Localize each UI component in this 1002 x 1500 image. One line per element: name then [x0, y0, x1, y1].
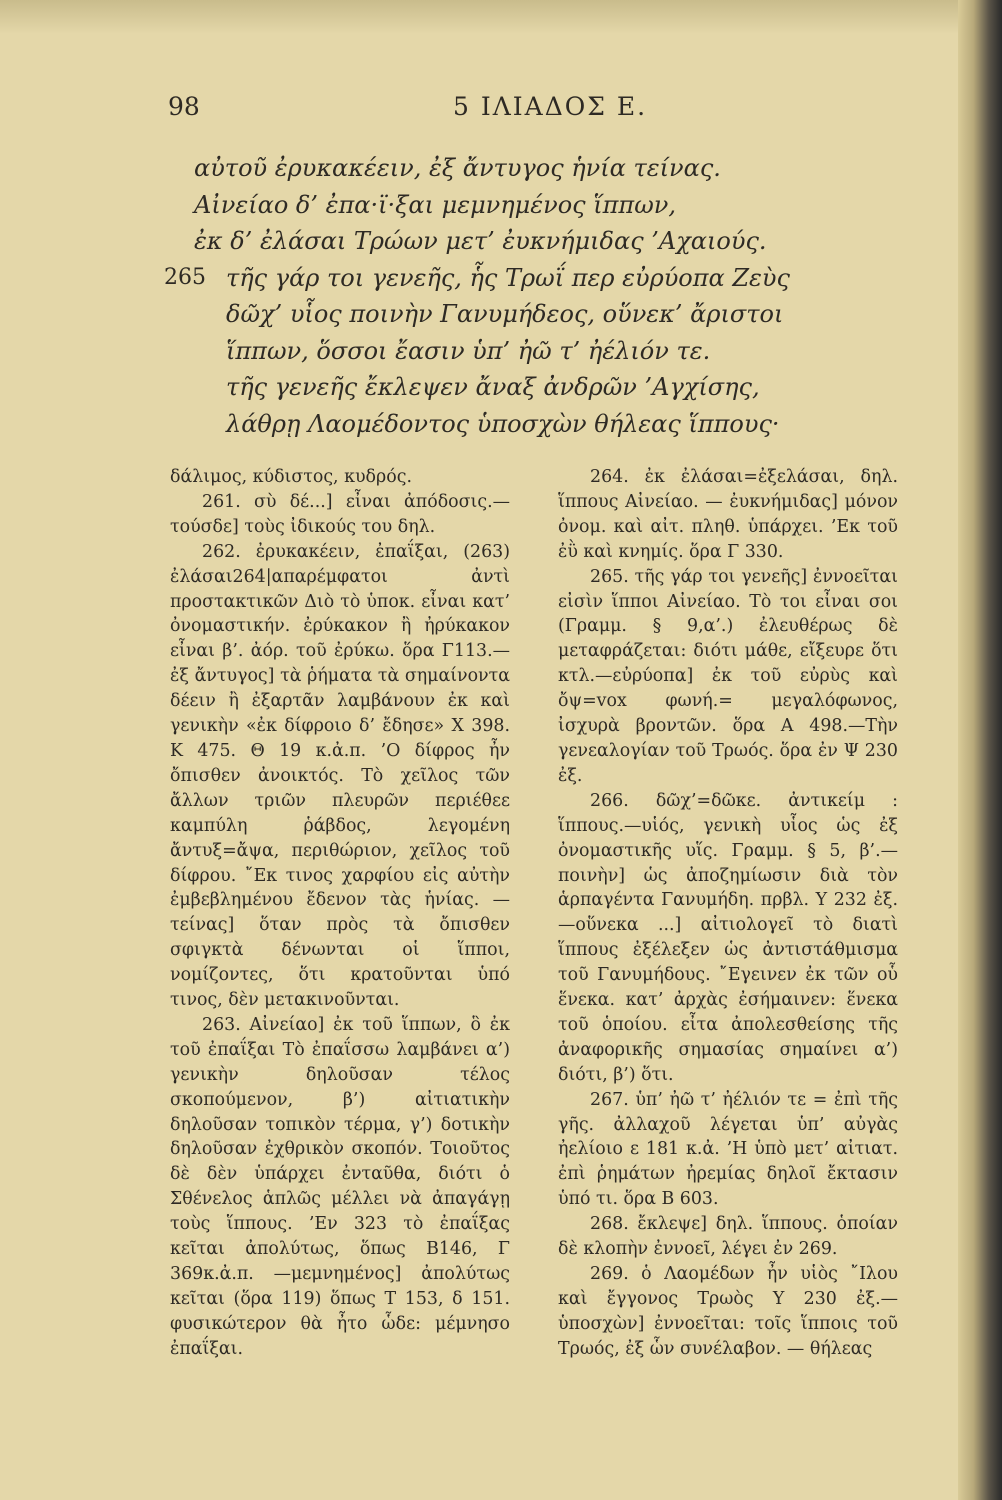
verse-line	[164, 296, 804, 333]
commentary-left-column	[170, 465, 510, 1362]
page-top-shadow	[0, 0, 1002, 34]
commentary-note: 267. ὑπ’ ἠῶ τ’ ἠέλιόν τε = ἐπὶ τῆς γῆς. ἀλλαχοῦ λέγεται ὑπ’ αὐγὰς ἠελίοιο ε 181 κ.ἀ. ’Η ὑπὸ μετ’ αἰτιατ. ἐπὶ ῥημάτων ἠρεμίας δηλοῖ ἔκτασιν ὑπό τι. ὅρα Β 603.	[558, 1089, 898, 1210]
verse-block	[164, 150, 804, 442]
verse-text: λάθρῃ Λαομέδοντος ὑποσχὼν θήλεας ἵππους·	[226, 409, 780, 438]
verse-line	[164, 369, 804, 406]
verse-line	[164, 150, 804, 187]
commentary-right-column	[558, 465, 898, 1362]
running-title: 5 ΙΛΙΑΔΟΣ Ε.	[453, 92, 648, 121]
commentary-note: 261. σὺ δέ...] εἶναι ἀπόδοσις.— τούσδε] τοὺς ἰδικούς του δηλ.	[170, 491, 510, 537]
commentary-note: 263. Αἰνείαο] ἐκ τοῦ ἵππων, ὃ ἐκ τοῦ ἐπαΐξαι Τὸ ἐπαΐσσω λαμβάνει α’) γενικὴν δηλοῦσαν τέλος σκοπούμενον, β’) αἰτιατικὴν δηλοῦσαν τοπικὸν τέρμα, γ’) δοτικὴν δηλοῦσαν ἐχθρικὸν σκοπόν. Τοιοῦτος δὲ δὲν ὑπάρχει ἐνταῦθα, διότι ὁ Σθένελος ἁπλῶς μέλλει νὰ ἀπαγάγῃ τοὺς ἵππους. ’Εν 323 τὸ ἐπαΐξας κεῖται ἀπολύτως, ὅπως Β146, Γ 369κ.ἀ.π. —μεμνημένος] ἀπολύτως κεῖται (ὅρα 119) ὅπως Τ 153, δ 151. φυσικώτερον θὰ ἦτο ὧδε: μέμνησο ἐπαΐξαι.	[170, 1014, 510, 1359]
verse-text: ἵππων, ὅσσοι ἔασιν ὑπ’ ἠῶ τ’ ἠέλιόν τε.	[226, 336, 711, 365]
commentary-note: 262. ἐρυκακέειν, ἐπαΐξαι, (263) ἐλάσαι264|απαρέμφατοι ἀντὶ προστακτικῶν Διὸ τὸ ὑποκ. εἶναι κατ’ ὀνομαστικήν. ἐρύκακον ἢ ἠρύκακον εἶναι β’. ἀόρ. τοῦ ἐρύκω. ὅρα Γ113.— ἐξ ἄντυγος] τὰ ῥήματα τὰ σημαίνοντα δέειν ἢ ἐξαρτᾶν λαμβάνουν ἐκ καὶ γενικὴν «ἐκ δίφροιο δ’ ἔδησε» X 398. K 475. Θ 19 κ.ἀ.π. ’Ο δίφρος ἦν ὄπισθεν ἀνοικτός. Τὸ χεῖλος τῶν ἄλλων τριῶν πλευρῶν περιέθεε καμπύλη ῥάβδος, λεγομένη ἄντυξ=ἄψα, περιθώριον, χεῖλος τοῦ δίφρου. ῎Εκ τινος χαρφίου εἰς αὐτὴν ἐμβεβλημένου ἔδενον τὰς ἡνίας. — τείνας] ὅταν πρὸς τὰ ὄπισθεν σφιγκτὰ δένωνται οἱ ἵπποι, νομίζοντες, ὅτι κρατοῦνται ὑπό τινος, δὲν μετακινοῦνται.	[170, 541, 510, 1011]
commentary-note: δάλιμος, κύδιστος, κυδρός.	[170, 467, 412, 487]
verse-line	[164, 406, 804, 443]
commentary-note: 264. ἐκ ἐλάσαι=ἐξελάσαι, δηλ. ἵππους Αἰνείαο. — ἐυκνήμιδας] μόνον ὀνομ. καὶ αἰτ. πληθ. ὑπάρχει. ’Εκ τοῦ ἐῢ καὶ κνημίς. ὅρα Γ 330.	[558, 467, 898, 562]
commentary-note: 266. δῶχ’=δῶκε. ἀντικείμ : ἵππους.—υἱός, γενικὴ υἷος ὡς ἐξ ὀνομαστικῆς υἵς. Γραμμ. § 5, β’.— ποινὴν] ὡς ἀποζημίωσιν διὰ τὸν ἁρπαγέντα Γανυμήδη. πρβλ. Υ 232 ἐξ. —οὕνεκα ...] αἰτιολογεῖ τὸ διατὶ ἵππους ἐξέλεξεν ὡς ἀντιστάθμισμα τοῦ Γανυμήδους. ῎Εγεινεν ἐκ τῶν οὗ ἕνεκα. κατ’ ἀρχὰς ἐσήμαινεν: ἕνεκα τοῦ ὁποίου. εἶτα ἀπολεσθείσης τῆς ἀναφορικῆς σημασίας σημαίνει α’) διότι, β’) ὅτι.	[558, 790, 898, 1085]
verse-text: τῆς γάρ τοι γενεῆς, ἧς Τρωΐ περ εὐρύοπα Ζεὺς	[226, 263, 790, 292]
verse-line	[164, 260, 804, 297]
commentary-note: 265. τῆς γάρ τοι γενεῆς] ἐννοεῖται εἰσὶν ἵπποι Αἰνείαο. Τὸ τοι εἶναι σοι (Γραμμ. § 9,α’.) ἐλευθέρως δὲ μεταφράζεται: διότι μάθε, εἴξευρε ὅτι κτλ.—εὐρύοπα] ἐκ τοῦ εὐρὺς καὶ ὄψ=vox φωνή.= μεγαλόφωνος, ἰσχυρὰ βροντῶν. ὅρα Α 498.—Τὴν γενεαλογίαν τοῦ Τρωός. ὅρα ἐν Ψ 230 ἐξ.	[558, 566, 898, 786]
verse-line	[164, 223, 804, 260]
commentary-note: 269. ὁ Λαομέδων ἦν υἱὸς ῎Ιλου καὶ ἔγγονος Τρωὸς Υ 230 ἐξ.—ὑποσχὼν] ἐννοεῖται: τοῖς ἵπποις τοῦ Τρωός, ἐξ ὧν συνέλαβον. — θήλεας	[558, 1264, 898, 1359]
verse-text: Αἰνείαο δ’ ἐπα·ϊ·ξαι μεμνημένος ἵππων,	[194, 190, 676, 219]
page-header	[168, 92, 788, 132]
verse-line	[164, 187, 804, 224]
verse-line	[164, 333, 804, 370]
verse-text: ἐκ δ’ ἐλάσαι Τρώων μετ’ ἐυκνήμιδας ’Αχαιούς.	[194, 227, 767, 255]
verse-text: αὐτοῦ ἐρυκακέειν, ἐξ ἄντυγος ἡνία τείνας.	[194, 154, 721, 182]
page-number: 98	[168, 92, 200, 121]
verse-text: δῶχ’ υἷος ποινὴν Γανυμήδεος, οὕνεκ’ ἄριστοι	[226, 300, 784, 328]
verse-line-number: 265	[164, 264, 206, 290]
verse-text: τῆς γενεῆς ἔκλεψεν ἄναξ ἀνδρῶν ’Αγχίσης,	[226, 373, 760, 401]
commentary-note: 268. ἔκλεψε] δηλ. ἵππους. ὁποίαν δὲ κλοπὴν ἐννοεῖ, λέγει ἐν 269.	[558, 1214, 898, 1260]
book-binding-edge	[958, 0, 1002, 1500]
